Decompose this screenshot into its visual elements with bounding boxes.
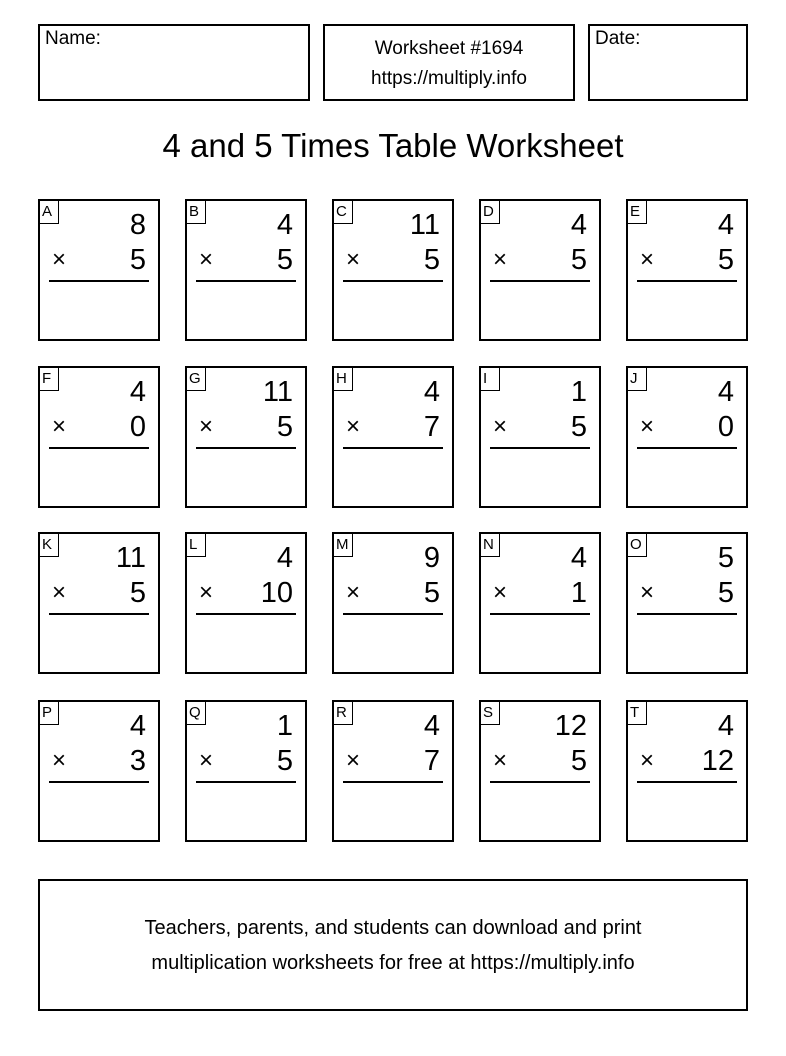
multiplicand: 12 (554, 710, 587, 742)
multiplier: 0 (129, 411, 146, 443)
problem-letter: N (481, 534, 500, 557)
times-sign: × (52, 579, 67, 606)
multiplier: 5 (717, 244, 734, 276)
problem-letter: F (40, 368, 59, 391)
problem-card (479, 700, 601, 842)
times-sign: × (199, 747, 214, 774)
multiplicand: 1 (276, 710, 293, 742)
worksheet-url: https://multiply.info (371, 68, 527, 89)
multiplier: 5 (717, 577, 734, 609)
problem-card (626, 700, 748, 842)
times-sign: × (640, 579, 655, 606)
multiplier: 5 (129, 577, 146, 609)
multiplier: 10 (260, 577, 293, 609)
name-field-box (38, 24, 310, 101)
footer-line-1: Teachers, parents, and students can download and print (144, 917, 642, 939)
answer-line (637, 280, 737, 282)
problem-letter: K (40, 534, 59, 557)
multiplier: 5 (276, 244, 293, 276)
answer-line (343, 613, 443, 615)
problem-card (332, 700, 454, 842)
problem-letter: J (628, 368, 647, 391)
times-sign: × (346, 579, 361, 606)
multiplier: 1 (570, 577, 587, 609)
multiplicand: 5 (717, 542, 734, 574)
problem-letter: I (481, 368, 500, 391)
answer-line (343, 447, 443, 449)
problem-letter: S (481, 702, 500, 725)
answer-line (49, 613, 149, 615)
times-sign: × (199, 246, 214, 273)
problem-card (185, 366, 307, 508)
multiplier: 3 (129, 745, 146, 777)
answer-line (343, 280, 443, 282)
times-sign: × (346, 747, 361, 774)
answer-line (196, 781, 296, 783)
multiplier: 5 (276, 745, 293, 777)
times-sign: × (346, 246, 361, 273)
times-sign: × (52, 413, 67, 440)
answer-line (196, 447, 296, 449)
problem-card (332, 532, 454, 674)
times-sign: × (493, 579, 508, 606)
problem-letter: D (481, 201, 500, 224)
multiplicand: 4 (129, 376, 146, 408)
times-sign: × (640, 246, 655, 273)
worksheet-info-box (323, 24, 575, 101)
answer-line (637, 613, 737, 615)
multiplier: 5 (423, 244, 440, 276)
multiplicand: 11 (409, 209, 440, 241)
problem-card (185, 199, 307, 341)
answer-line (49, 447, 149, 449)
answer-line (490, 781, 590, 783)
multiplicand: 4 (570, 542, 587, 574)
answer-line (196, 613, 296, 615)
times-sign: × (199, 413, 214, 440)
problem-letter: Q (187, 702, 206, 725)
multiplicand: 8 (129, 209, 146, 241)
multiplier: 5 (570, 244, 587, 276)
times-sign: × (52, 246, 67, 273)
times-sign: × (52, 747, 67, 774)
answer-line (490, 447, 590, 449)
answer-line (196, 280, 296, 282)
footer-line-2: multiplication worksheets for free at https://multiply.info (151, 952, 635, 974)
multiplicand: 4 (423, 376, 440, 408)
problem-letter: B (187, 201, 206, 224)
times-sign: × (493, 747, 508, 774)
answer-line (637, 781, 737, 783)
multiplicand: 4 (717, 376, 734, 408)
times-sign: × (493, 246, 508, 273)
problem-letter: A (40, 201, 59, 224)
answer-line (49, 781, 149, 783)
problem-letter: G (187, 368, 206, 391)
multiplicand: 4 (129, 710, 146, 742)
multiplicand: 4 (570, 209, 587, 241)
footer-note-box (38, 879, 748, 1011)
multiplier: 7 (423, 411, 440, 443)
problem-card (185, 700, 307, 842)
answer-line (637, 447, 737, 449)
multiplier: 5 (423, 577, 440, 609)
multiplicand: 9 (423, 542, 440, 574)
problem-letter: H (334, 368, 353, 391)
problem-card (185, 532, 307, 674)
date-field-box (588, 24, 748, 101)
problem-letter: M (334, 534, 353, 557)
multiplicand: 4 (717, 710, 734, 742)
problem-card (38, 199, 160, 341)
multiplier: 7 (423, 745, 440, 777)
problem-letter: R (334, 702, 353, 725)
worksheet-number: Worksheet #1694 (374, 38, 524, 59)
multiplier: 5 (276, 411, 293, 443)
multiplier: 5 (570, 411, 587, 443)
problem-card (479, 199, 601, 341)
times-sign: × (346, 413, 361, 440)
problem-card (38, 700, 160, 842)
multiplicand: 4 (717, 209, 734, 241)
problem-letter: T (628, 702, 647, 725)
problem-letter: E (628, 201, 647, 224)
page-title: 4 and 5 Times Table Worksheet (162, 127, 624, 164)
problem-letter: C (334, 201, 353, 224)
answer-line (343, 781, 443, 783)
multiplicand: 11 (262, 376, 293, 408)
date-label: Date: (595, 28, 641, 49)
answer-line (490, 613, 590, 615)
multiplier: 0 (717, 411, 734, 443)
problem-card (479, 366, 601, 508)
problem-letter: L (187, 534, 206, 557)
times-sign: × (493, 413, 508, 440)
multiplier: 12 (701, 745, 734, 777)
problem-card (38, 366, 160, 508)
multiplicand: 4 (423, 710, 440, 742)
problem-card (626, 532, 748, 674)
name-label: Name: (45, 28, 101, 49)
times-sign: × (640, 413, 655, 440)
problem-card (332, 366, 454, 508)
problem-card (626, 366, 748, 508)
problem-card (626, 199, 748, 341)
problem-letter: O (628, 534, 647, 557)
answer-line (490, 280, 590, 282)
times-sign: × (640, 747, 655, 774)
problem-card (479, 532, 601, 674)
times-sign: × (199, 579, 214, 606)
problem-card (38, 532, 160, 674)
multiplicand: 4 (276, 209, 293, 241)
multiplicand: 4 (276, 542, 293, 574)
answer-line (49, 280, 149, 282)
multiplicand: 1 (570, 376, 587, 408)
problem-letter: P (40, 702, 59, 725)
problem-card (332, 199, 454, 341)
multiplier: 5 (129, 244, 146, 276)
multiplier: 5 (570, 745, 587, 777)
multiplicand: 11 (115, 542, 146, 574)
